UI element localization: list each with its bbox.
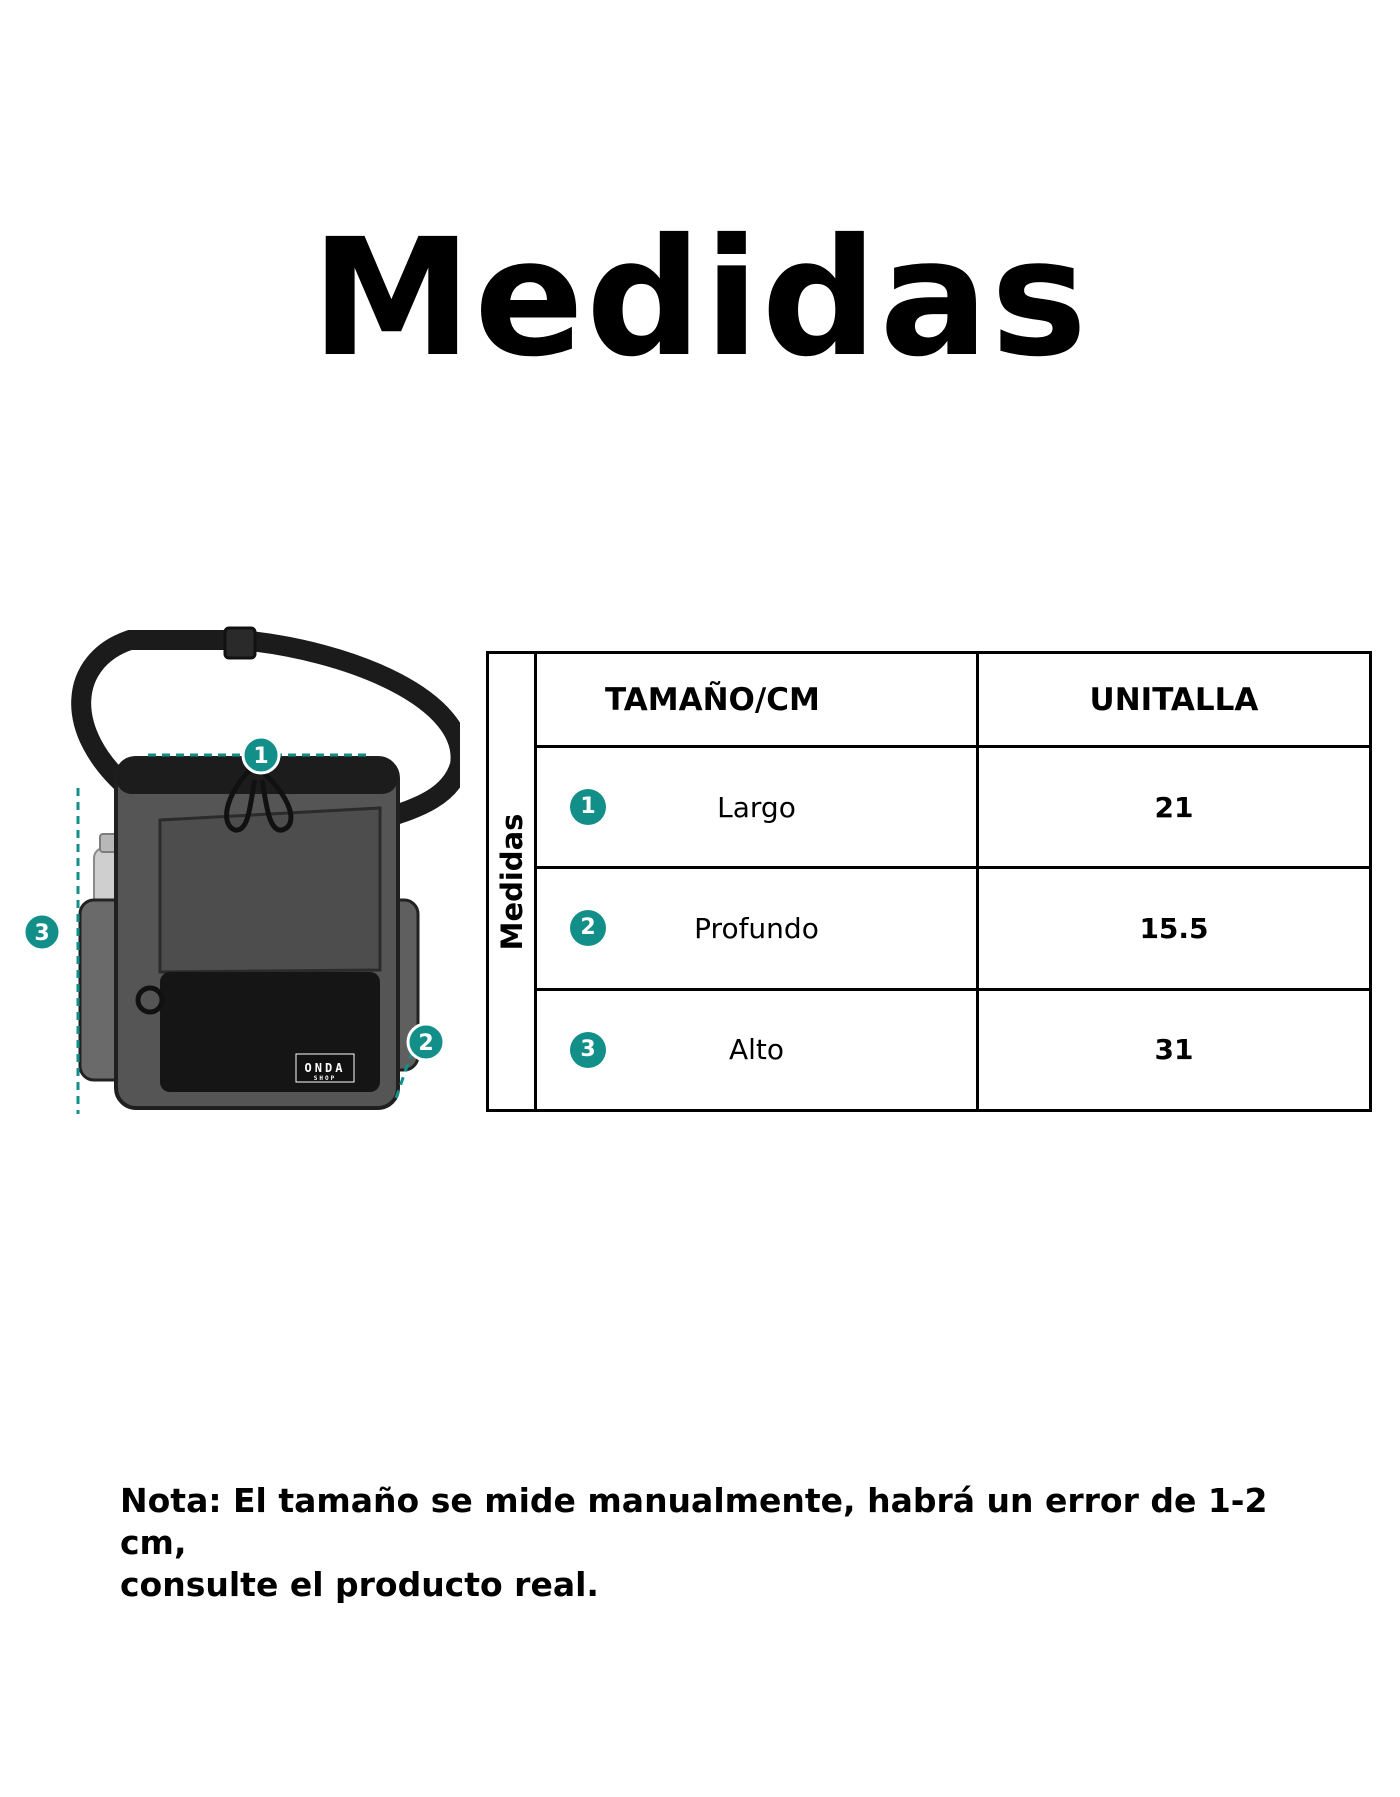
table-row (488, 989, 1371, 1110)
side-label: Medidas (494, 813, 529, 950)
note-text (120, 1480, 1320, 1606)
row-name-cell (536, 747, 978, 868)
table-row (488, 868, 1371, 989)
row-name-cell (536, 868, 978, 989)
brand-name: ONDA (304, 1061, 346, 1075)
badge-1 (243, 737, 279, 773)
row-number-badge: 1 (570, 789, 606, 825)
front-flap (160, 808, 380, 972)
row-value: 15.5 (978, 868, 1371, 989)
svg-text:1: 1 (253, 744, 269, 769)
page-title: Medidas (310, 205, 1090, 393)
table-row (488, 747, 1371, 868)
bag-figure (20, 620, 460, 1140)
row-name: Alto (728, 1033, 785, 1067)
bag-illustration (20, 620, 460, 1140)
badge-3 (24, 914, 60, 950)
brand-sub: SHOP (313, 1075, 337, 1082)
row-name: Profundo (694, 911, 819, 945)
note-line-2: consulte el producto real. (120, 1565, 599, 1604)
row-number-badge: 2 (570, 910, 606, 946)
row-name-cell (536, 989, 978, 1110)
header-size: TAMAÑO/CM (536, 653, 978, 747)
row-name: Largo (717, 790, 796, 824)
badge-2 (408, 1024, 444, 1060)
header-unitalla: UNITALLA (978, 653, 1371, 747)
side-label-cell (488, 653, 536, 1111)
strap-buckle (225, 628, 255, 658)
row-value: 21 (978, 747, 1371, 868)
row-number-badge: 3 (570, 1032, 606, 1068)
note-line-1: Nota: El tamaño se mide manualmente, habrá un error de 1-2 cm, (120, 1481, 1268, 1562)
svg-text:2: 2 (418, 1031, 434, 1056)
svg-text:3: 3 (34, 921, 50, 946)
size-table (486, 651, 1372, 1112)
row-value: 31 (978, 989, 1371, 1110)
